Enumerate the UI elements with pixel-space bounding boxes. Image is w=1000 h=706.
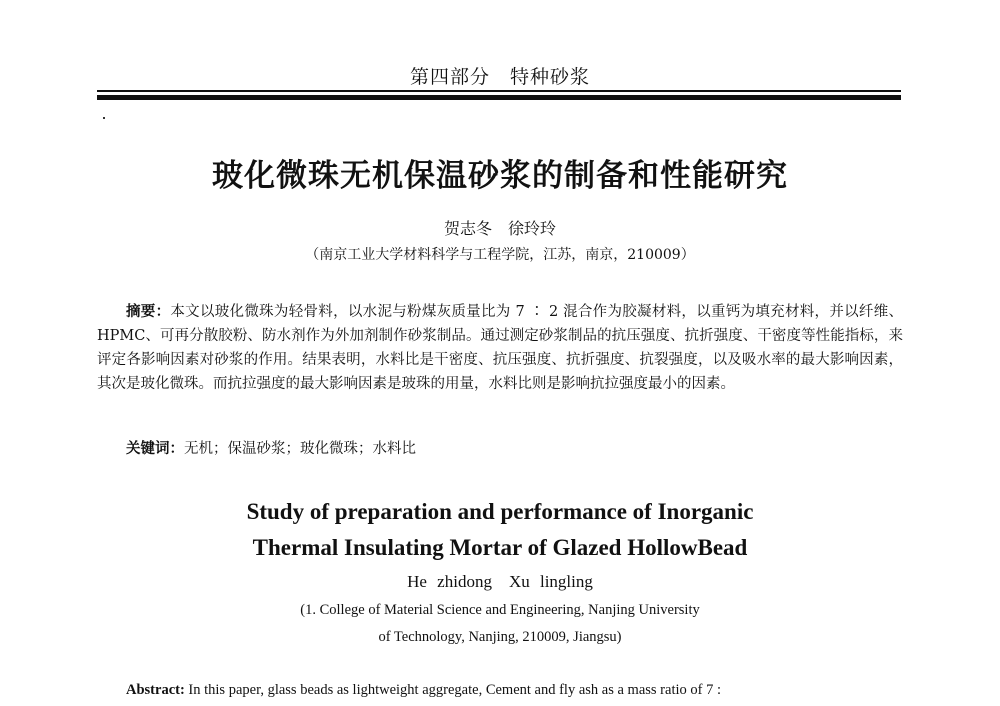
abstract-en [97, 682, 903, 699]
paper-title-cn: 玻化微珠无机保温砂浆的制备和性能研究 [212, 158, 788, 194]
authors-cn: 贺志冬 徐玲玲 [443, 219, 556, 238]
abstract-cn [97, 300, 903, 396]
affiliation-en-line2: of Technology, Nanjing, 210009, Jiangsu) [378, 629, 622, 645]
keywords-cn-text: 无机；保温砂浆；玻化微珠；水料比 [184, 441, 416, 457]
keywords-cn-label: 关键词： [126, 440, 184, 457]
scan-speck [103, 117, 105, 119]
paper-title-en [0, 494, 1000, 566]
paper-title-en-line1: Study of preparation and performance of Inorganic [246, 499, 754, 524]
abstract-en-text: In this paper, glass beads as lightweight aggregate, Cement and fly ash as a mass ratio of 7 : [184, 682, 721, 698]
keywords-cn [97, 437, 903, 458]
abstract-en-label: Abstract: [126, 682, 185, 698]
affiliation-cn: （南京工业大学材料科学与工程学院，江苏，南京，210009） [305, 247, 695, 263]
header-rule-thin [97, 90, 901, 92]
abstract-cn-text: 本文以玻化微珠为轻骨料，以水泥与粉煤灰质量比为 7 ∶ 2 混合作为胶凝材料，以重钙为填充材料，并以纤维、HPMC、可再分散胶粉、防水剂作为外加剂制作砂浆制品。通过测定砂浆制品的抗压强度、抗折强度、干密度等性能指标，来评定各影响因素对砂浆的作用。结果表明，水料比是干密度、抗压强度、抗折强度、抗裂强度，以及吸水率的最大影响因素，其次是玻化微珠。而抗拉强度的最大影响因素是玻珠的用量，水料比则是影响抗拉强度最小的因素。 [97, 304, 903, 392]
authors-en: He zhidong Xu lingling [407, 572, 593, 591]
affiliation-en [0, 597, 1000, 651]
paper-title-en-line2: Thermal Insulating Mortar of Glazed HollowBead [252, 535, 748, 560]
header-rule-thick [97, 95, 901, 100]
section-header: 第四部分 特种砂浆 [409, 66, 590, 88]
abstract-cn-label: 摘要： [126, 303, 171, 320]
affiliation-en-line1: (1. College of Material Science and Engineering, Nanjing University [300, 602, 700, 618]
